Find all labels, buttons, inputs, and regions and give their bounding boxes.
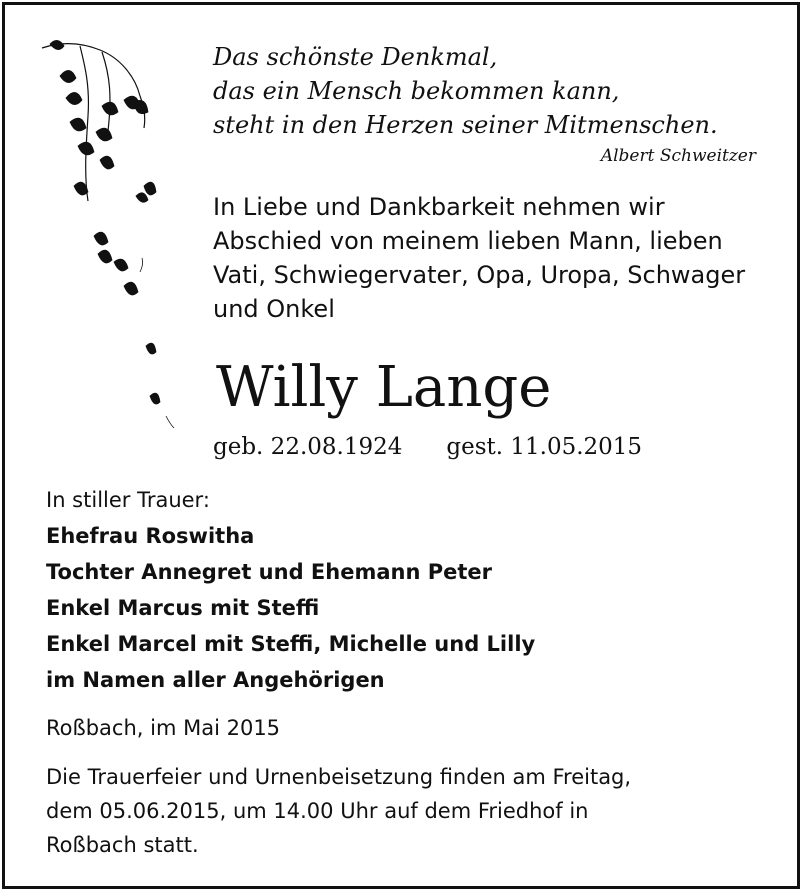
mourner: im Namen aller Angehörigen — [46, 668, 385, 692]
mourner: Tochter Annegret und Ehemann Peter — [46, 560, 493, 584]
intro-line: Abschied von meinem lieben Mann, lieben — [213, 227, 723, 255]
notice-line: Roßbach statt. — [46, 833, 199, 857]
quote-author: Albert Schweitzer — [600, 146, 756, 166]
death-date: gest. 11.05.2015 — [446, 434, 643, 460]
mourner: Ehefrau Roswitha — [46, 524, 255, 548]
mourners-heading: In stiller Trauer: — [46, 488, 210, 512]
quote-line: das ein Mensch bekommen kann, — [213, 77, 620, 105]
notice-line: Die Trauerfeier und Urnenbeisetzung finden am Freitag, — [46, 765, 632, 789]
life-dates — [213, 434, 642, 460]
deceased-name: Willy Lange — [216, 355, 552, 420]
intro-line: und Onkel — [213, 295, 335, 323]
notice-line: dem 05.06.2015, um 14.00 Uhr auf dem Friedhof in — [46, 799, 589, 823]
quote-line: steht in den Herzen seiner Mitmenschen. — [213, 111, 718, 139]
intro-line: In Liebe und Dankbarkeit nehmen wir — [213, 193, 665, 221]
quote-line: Das schönste Denkmal, — [213, 43, 498, 71]
birch-branch-falling-leaves-icon — [40, 36, 190, 436]
place-date: Roßbach, im Mai 2015 — [46, 716, 281, 740]
mourner: Enkel Marcus mit Steffi — [46, 596, 320, 620]
birth-date: geb. 22.08.1924 — [213, 434, 403, 460]
mourners-list — [46, 482, 535, 698]
quote — [213, 40, 718, 142]
intro-line: Vati, Schwiegervater, Opa, Uropa, Schwager — [213, 261, 746, 289]
intro-text — [213, 190, 745, 326]
funeral-notice — [46, 760, 631, 862]
mourner: Enkel Marcel mit Steffi, Michelle und Lilly — [46, 632, 536, 656]
